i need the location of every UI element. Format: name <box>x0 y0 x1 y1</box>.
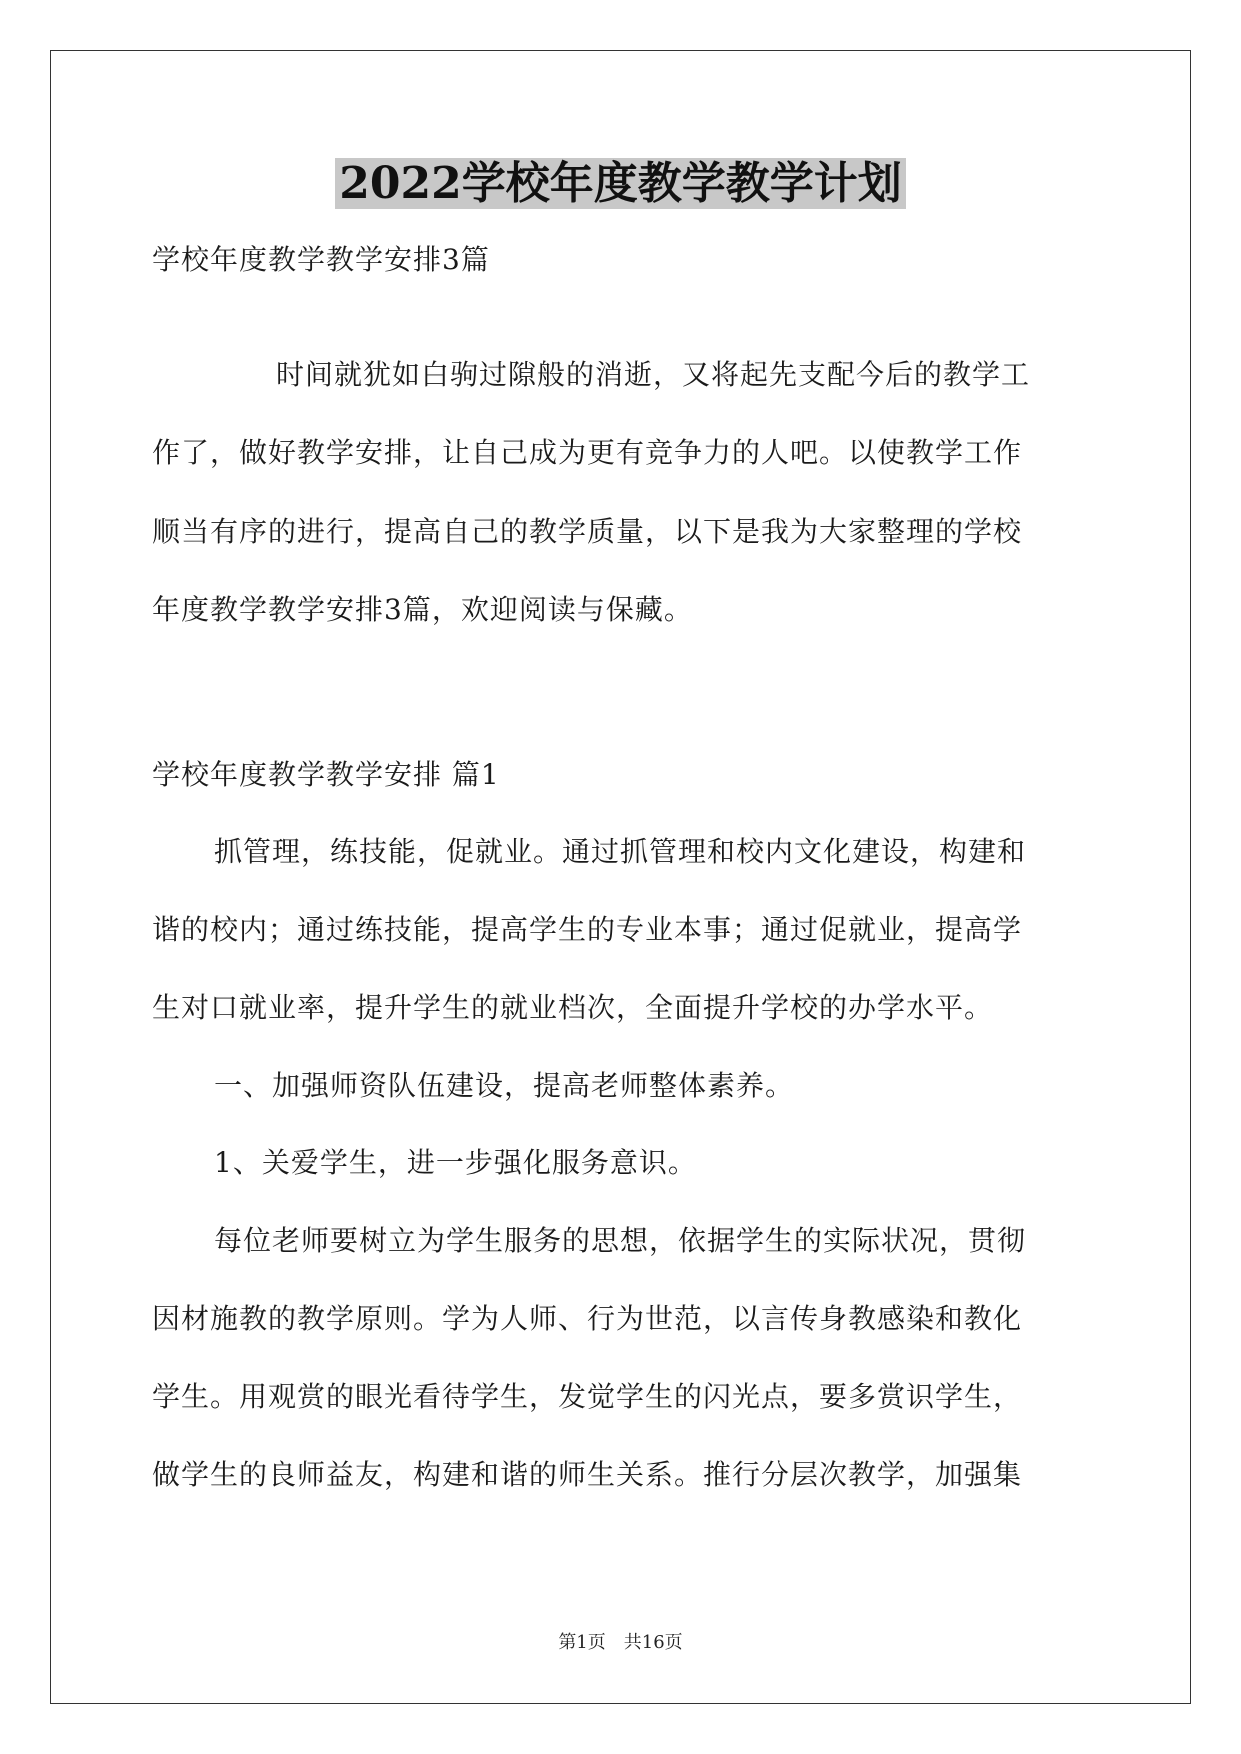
page-total: 共16页 <box>623 1632 683 1653</box>
document-title <box>0 152 1241 216</box>
paragraph-line: 学生。用观赏的眼光看待学生，发觉学生的闪光点，要多赏识学生， <box>152 1380 1023 1413</box>
paragraph-line: 作了，做好教学安排，让自己成为更有竞争力的人吧。以使教学工作 <box>152 436 1023 469</box>
section-heading: 学校年度教学教学安排 篇1 <box>152 758 500 791</box>
paragraph-line: 生对口就业率，提升学生的就业档次，全面提升学校的办学水平。 <box>152 991 994 1024</box>
subheading: 一、加强师资队伍建设，提高老师整体素养。 <box>214 1069 795 1102</box>
paragraph-line: 做学生的良师益友，构建和谐的师生关系。推行分层次教学，加强集 <box>152 1458 1023 1491</box>
paragraph-line: 因材施教的教学原则。学为人师、行为世范，以言传身教感染和教化 <box>152 1302 1023 1335</box>
paragraph-line: 时间就犹如白驹过隙般的消逝，又将起先支配今后的教学工 <box>276 358 1031 391</box>
paragraph-line: 抓管理，练技能，促就业。通过抓管理和校内文化建设，构建和 <box>214 835 1027 868</box>
page-number: 第1页 <box>558 1632 606 1653</box>
page-footer <box>0 1630 1241 1656</box>
subheading: 1、关爱学生，进一步强化服务意识。 <box>214 1146 697 1179</box>
paragraph-line: 顺当有序的进行，提高自己的教学质量，以下是我为大家整理的学校 <box>152 515 1023 548</box>
section-heading: 学校年度教学教学安排3篇 <box>152 243 490 276</box>
paragraph-line: 谐的校内；通过练技能，提高学生的专业本事；通过促就业，提高学 <box>152 913 1023 946</box>
document-title-text: 2022学校年度教学教学计划 <box>335 158 905 209</box>
paragraph-line: 每位老师要树立为学生服务的思想，依据学生的实际状况，贯彻 <box>214 1224 1027 1257</box>
paragraph-line: 年度教学教学安排3篇，欢迎阅读与保藏。 <box>152 593 693 626</box>
